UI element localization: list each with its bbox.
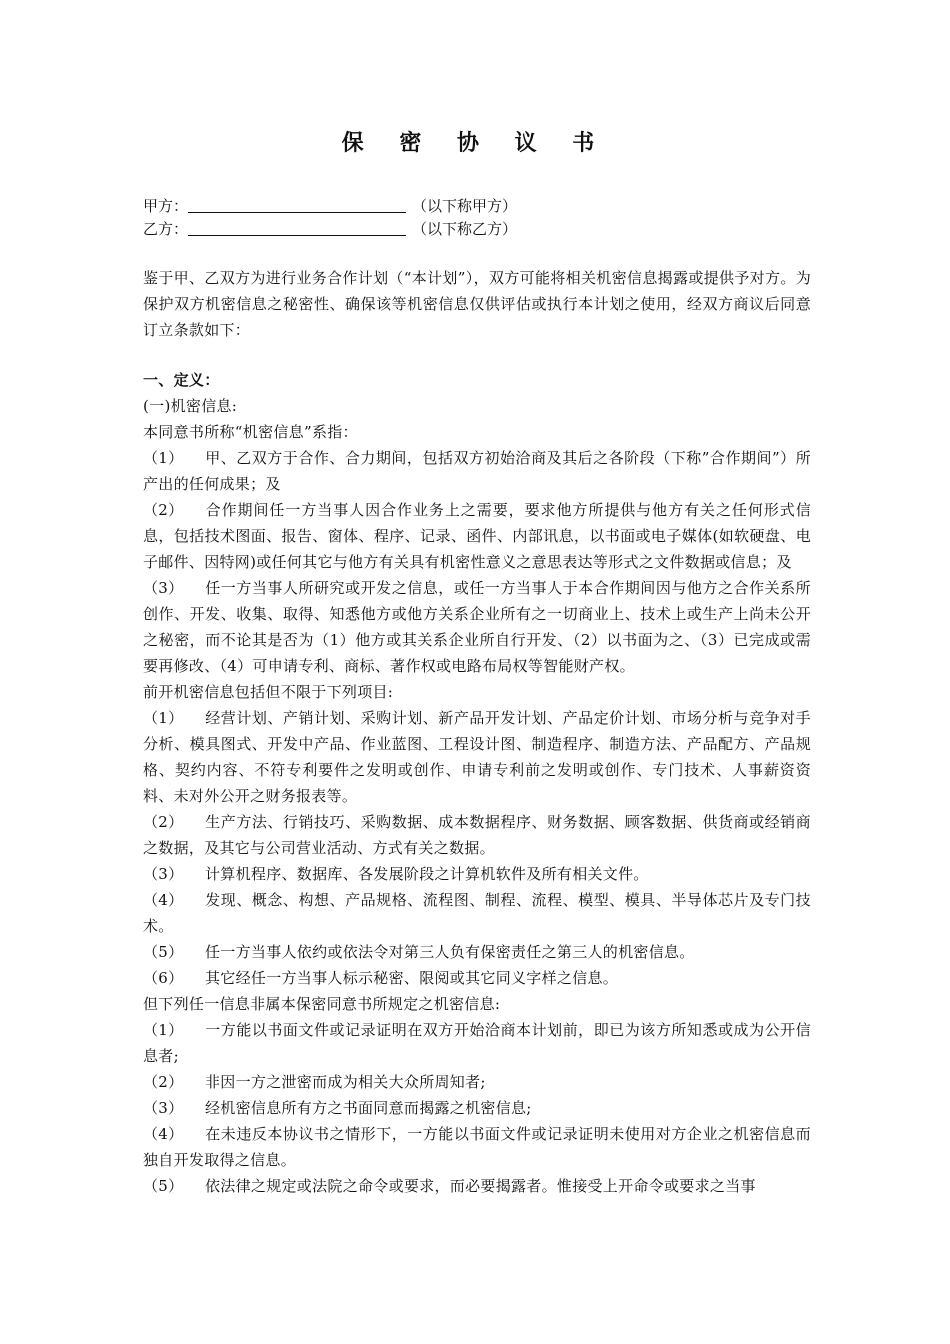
definition-item [143,575,811,679]
item-number: （1） [143,1021,184,1039]
item-number: （3） [143,865,184,883]
include-item [143,861,811,887]
item-number: （5） [143,1177,184,1195]
include-item [143,939,811,965]
item-number: （2） [143,1073,184,1091]
item-number: （6） [143,969,184,987]
item-number: （1） [143,449,184,467]
party-a-label: 甲方： [143,197,189,215]
item-text: 甲、乙双方于合作、合力期间，包括双方初始洽商及其后之各阶段（下称”合作期间”）所产出的任何成果；及 [143,449,811,493]
item-text: 经机密信息所有方之书面同意而揭露之机密信息; [205,1099,532,1117]
item-text: 计算机程序、数据库、各发展阶段之计算机软件及所有相关文件。 [205,865,649,883]
exclude-item [143,1121,811,1173]
item-text: 依法律之规定或法院之命令或要求，而必要揭露者。惟接受上开命令或要求之当事 [205,1177,756,1195]
item-text: 经营计划、产销计划、采购计划、新产品开发计划、产品定价计划、市场分析与竞争对手分析、模具图式、开发中产品、作业蓝图、工程设计图、制造程序、制造方法、产品配方、产品规格、契约内容、不符专利要件之发明或创作、申请专利前之发明或创作、专门技术、人事薪资资料、未对外公开之财务报表等。 [143,709,811,805]
item-number: （5） [143,943,184,961]
exclude-item [143,1069,811,1095]
item-text: 一方能以书面文件或记录证明在双方开始洽商本计划前，即已为该方所知悉或成为公开信息者; [143,1021,811,1065]
include-item [143,887,811,939]
item-number: （2） [143,501,184,519]
item-number: （1） [143,709,184,727]
item-text: 生产方法、行销技巧、采购数据、成本数据程序、财务数据、顾客数据、供货商或经销商之数据，及其它与公司营业活动、方式有关之数据。 [143,813,811,857]
subsection-heading: (一)机密信息: [143,397,238,415]
party-a-suffix: （以下称甲方） [412,197,518,215]
definition-item [143,445,811,497]
party-b-line [143,216,517,242]
party-a-blank [188,194,406,213]
exclude-item [143,1017,811,1069]
definition-intro: 本同意书所称“机密信息”系指： [143,423,358,441]
include-item [143,965,811,991]
definition-item [143,497,811,575]
item-text: 在未违反本协议书之情形下，一方能以书面文件或记录证明未使用对方企业之机密信息而独自开发取得之信息。 [143,1125,811,1169]
preamble-block [143,265,811,343]
exclude-item [143,1173,811,1199]
item-text: 其它经任一方当事人标示秘密、限阅或其它同义字样之信息。 [205,969,619,987]
item-text: 任一方当事人依约或依法令对第三人负有保密责任之第三人的机密信息。 [205,943,695,961]
exclude-item [143,1095,811,1121]
item-number: （2） [143,813,184,831]
item-number: （3） [143,579,184,597]
party-b-blank [188,217,406,236]
document-title: 保 密 协 议 书 [341,130,609,156]
item-number: （3） [143,1099,184,1117]
party-b-label: 乙方： [143,220,189,238]
item-text: 任一方当事人所研究或开发之信息，或任一方当事人于本合作期间因与他方之合作关系所创作、开发、收集、取得、知悉他方或他方关系企业所有之一切商业上、技术上或生产上尚未公开之秘密，而不论其是否为（1）他方或其关系企业所自行开发、（2）以书面为之、（3）已完成或需要再修改、（4）可申请专利、商标、著作权或电路布局权等智能财产权。 [143,579,811,675]
item-number: （4） [143,891,184,909]
exclude-intro: 但下列任一信息非属本保密同意书所规定之机密信息: [143,995,501,1013]
item-number: （4） [143,1125,184,1143]
section-heading: 一、定义： [143,371,220,389]
party-b-suffix: （以下称乙方） [412,220,518,238]
include-item [143,809,811,861]
preamble-paragraph: 鉴于甲、乙双方为进行业务合作计划（“本计划”），双方可能将相关机密信息揭露或提供予对方。为保护双方机密信息之秘密性、确保该等机密信息仅供评估或执行本计划之使用，经双方商议后同意订立条款如下： [143,269,811,339]
include-item [143,705,811,809]
section-definitions [143,367,811,1199]
item-text: 非因一方之泄密而成为相关大众所周知者; [205,1073,486,1091]
item-text: 发现、概念、构想、产品规格、流程图、制程、流程、模型、模具、半导体芯片及专门技术。 [143,891,811,935]
include-intro: 前开机密信息包括但不限于下列项目: [143,683,394,701]
item-text: 合作期间任一方当事人因合作业务上之需要，要求他方所提供与他方有关之任何形式信息，包括技术图面、报告、窗体、程序、记录、函件、内部讯息，以书面或电子媒体(如软硬盘、电子邮件、因特网)或任何其它与他方有关具有机密性意义之意思表达等形式之文件数据或信息；及 [143,501,811,571]
